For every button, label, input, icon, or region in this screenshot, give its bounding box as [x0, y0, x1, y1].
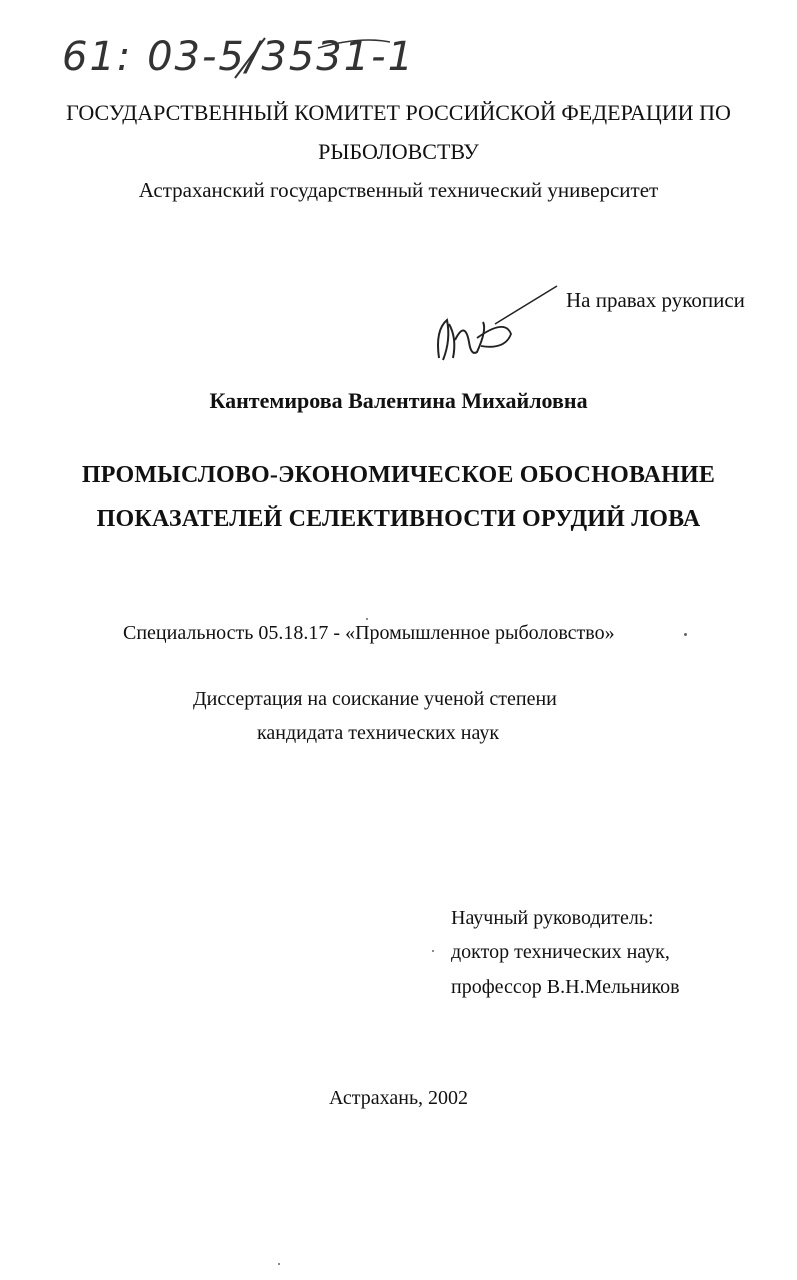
scan-speck [278, 1263, 280, 1265]
thesis-title-line-1: ПРОМЫСЛОВО-ЭКОНОМИЧЕСКОЕ ОБОСНОВАНИЕ [81, 462, 716, 488]
dissertation-line-2: кандидата технических наук [257, 722, 500, 744]
committee-line-1: ГОСУДАРСТВЕННЫЙ КОМИТЕТ РОССИЙСКОЙ ФЕДЕРАЦИИ ПО [66, 100, 731, 125]
manuscript-rights-note: На правах рукописи [566, 288, 745, 312]
supervisor-label: Научный руководитель: [451, 907, 654, 929]
dissertation-line-1: Диссертация на соискание ученой степени [193, 688, 557, 710]
specialty-line: Специальность 05.18.17 - «Промышленное рыболовство» [123, 622, 615, 644]
scan-speck [432, 950, 434, 952]
supervisor-name: профессор В.Н.Мельников [451, 976, 680, 998]
university-name: Астраханский государственный технический университет [138, 178, 659, 202]
archive-code-strokes [60, 20, 460, 90]
thesis-title-line-2: ПОКАЗАТЕЛЕЙ СЕЛЕКТИВНОСТИ ОРУДИЙ ЛОВА [96, 506, 701, 532]
committee-line-2: РЫБОЛОВСТВУ [318, 139, 479, 164]
archive-code: 61: 03-5/3531-1 [62, 34, 416, 80]
scan-speck [366, 618, 368, 620]
supervisor-degree: доктор технических наук, [451, 941, 670, 963]
scan-speck [684, 633, 687, 636]
author-name: Кантемирова Валентина Михайловна [209, 388, 588, 413]
place-year: Астрахань, 2002 [328, 1087, 469, 1109]
signature-mark [425, 280, 565, 370]
